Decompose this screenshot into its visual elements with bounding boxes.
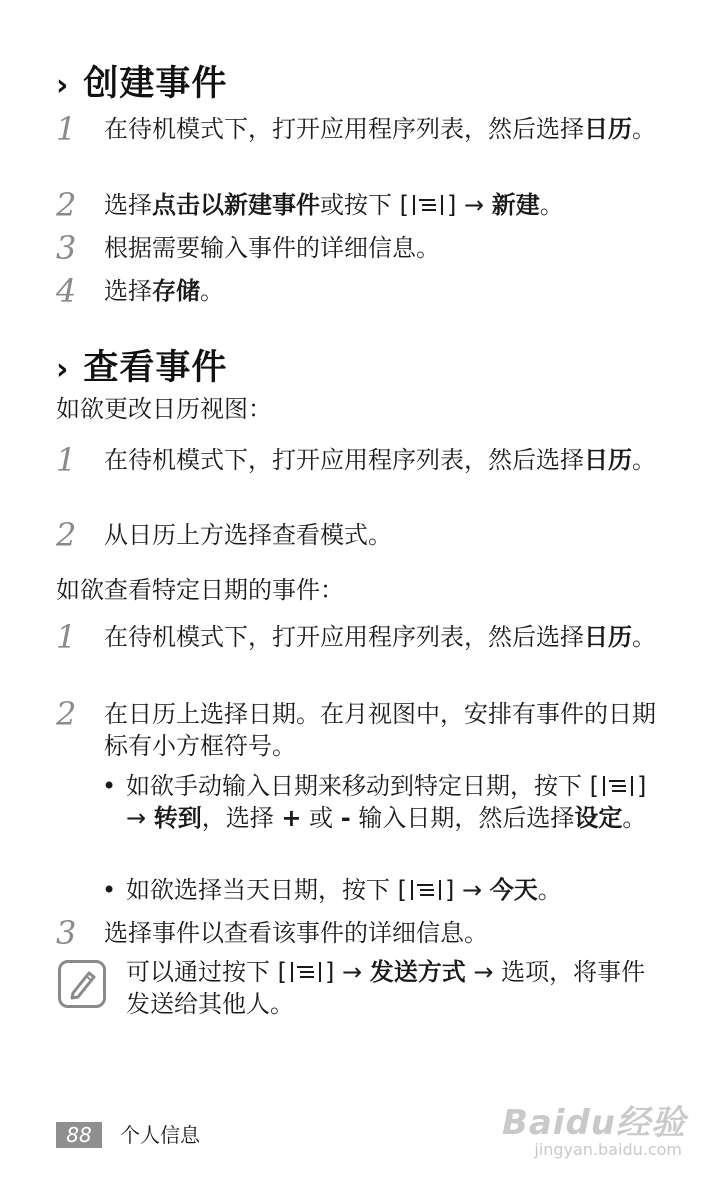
step-number: 3 xyxy=(56,914,77,952)
menu-key-icon xyxy=(411,880,441,900)
bullet-dot: • xyxy=(102,876,117,904)
date-intro: 如欲查看特定日期的事件： xyxy=(56,576,344,604)
note-text: 可以通过按下 [ ] → 发送方式 → 选项，将事件发送给其他人。 xyxy=(126,958,646,1018)
chevron-right-icon: › xyxy=(56,68,70,103)
step-text: 在待机模式下，打开应用程序列表，然后选择日历。 xyxy=(104,623,656,651)
step-text: 在待机模式下，打开应用程序列表，然后选择日历。 xyxy=(104,115,656,143)
step-number: 2 xyxy=(56,516,77,554)
step-number: 1 xyxy=(56,441,77,479)
step-text: 选择点击以新建事件或按下 [ ] → 新建。 xyxy=(104,191,564,219)
step-number: 3 xyxy=(56,229,77,267)
step-text: 从日历上方选择查看模式。 xyxy=(104,521,392,549)
step-number: 1 xyxy=(56,110,77,148)
note-pencil-icon xyxy=(58,960,106,1008)
footer-section: 个人信息 xyxy=(120,1123,200,1147)
step-text: 在日历上选择日期。在月视图中，安排有事件的日期标有小方框符号。 xyxy=(104,700,656,760)
step-text: 根据需要输入事件的详细信息。 xyxy=(104,234,440,262)
step-number: 4 xyxy=(56,272,77,310)
step-text: 在待机模式下，打开应用程序列表，然后选择日历。 xyxy=(104,446,656,474)
step-text: 选择存储。 xyxy=(104,277,224,305)
view-intro: 如欲更改日历视图： xyxy=(56,395,272,423)
step-text: 选择事件以查看该事件的详细信息。 xyxy=(104,919,488,947)
bullet-text: 如欲选择当天日期，按下 [ ] → 今天。 xyxy=(126,876,562,904)
bullet-dot: • xyxy=(102,772,117,800)
watermark-url: jingyan.baidu.com xyxy=(534,1140,682,1159)
chevron-right-icon: › xyxy=(56,352,70,387)
watermark-logo: Baidu经验 xyxy=(501,1103,686,1143)
step-number: 1 xyxy=(56,618,77,656)
section-title-view: › 查看事件 xyxy=(56,348,228,388)
step-number: 2 xyxy=(56,186,77,224)
page-number: 88 xyxy=(56,1122,102,1148)
step-number: 2 xyxy=(56,695,77,733)
menu-key-icon xyxy=(413,195,443,215)
bullet-text: 如欲手动输入日期来移动到特定日期，按下 [ ] → 转到，选择 + 或 - 输入日期，然后选择设定。 xyxy=(126,772,647,832)
section-title-create: › 创建事件 xyxy=(56,64,228,104)
menu-key-icon xyxy=(291,962,321,982)
menu-key-icon xyxy=(603,776,633,796)
